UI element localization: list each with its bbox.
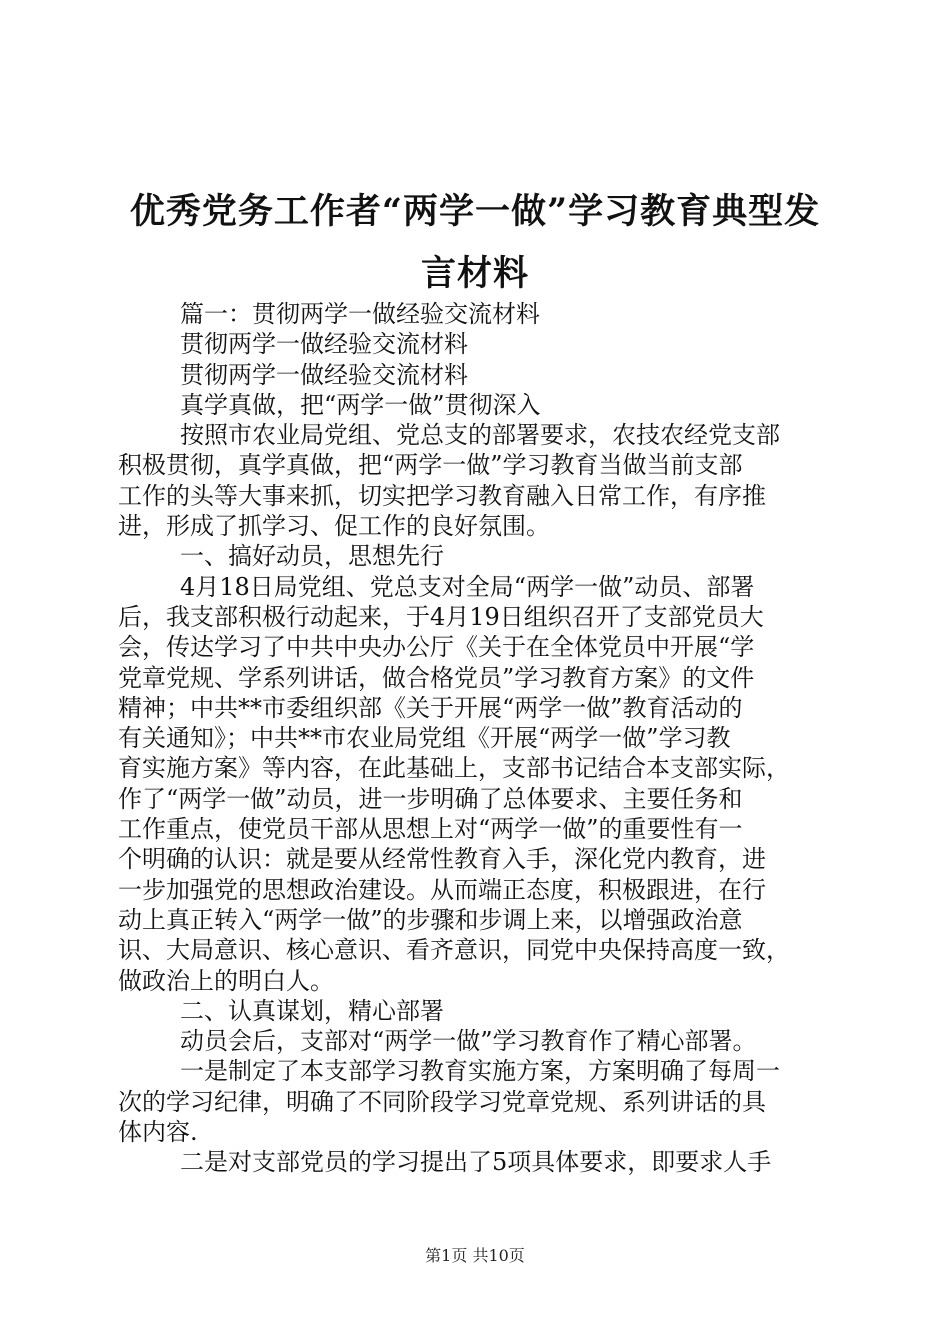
body-line: 识、大局意识、核心意识、看齐意识，同党中央保持高度一致， bbox=[118, 936, 790, 965]
document-title-line-2: 言材料 bbox=[420, 253, 529, 294]
body-line: 二是对支部党员的学习提出了5项具体要求，即要求人手 bbox=[180, 1148, 772, 1177]
body-line: 按照市农业局党组、党总支的部署要求，农技农经党支部 bbox=[180, 421, 780, 450]
body-line: 精神；中共**市委组织部《关于开展“两学一做”教育活动的 bbox=[118, 693, 743, 722]
body-line: 真学真做，把“两学一做”贯彻深入 bbox=[180, 390, 541, 419]
document-body bbox=[118, 299, 833, 1178]
body-line: 一、搞好动员，思想先行 bbox=[180, 542, 444, 571]
body-line: 动上真正转入“两学一做”的步骤和步调上来，以增强政治意 bbox=[118, 905, 743, 934]
body-line: 做政治上的明白人。 bbox=[118, 966, 334, 995]
body-line: 后，我支部积极行动起来，于4月19日组织召开了支部党员大 bbox=[118, 602, 764, 631]
body-line: 篇一：贯彻两学一做经验交流材料 bbox=[180, 300, 540, 328]
body-line: 次的学习纪律，明确了不同阶段学习党章党规、系列讲话的具 bbox=[118, 1087, 766, 1116]
body-line: 育实施方案》等内容，在此基础上，支部书记结合本支部实际， bbox=[118, 754, 790, 783]
body-line: 进，形成了抓学习、促工作的良好氛围。 bbox=[118, 512, 550, 541]
body-line: 有关通知》；中共**市农业局党组《开展“两学一做”学习教 bbox=[118, 724, 731, 753]
body-line: 党章党规、学系列讲话，做合格党员”学习教育方案》的文件 bbox=[118, 663, 755, 692]
body-line: 贯彻两学一做经验交流材料 bbox=[180, 360, 468, 389]
body-line: 会，传达学习了中共中央办公厅《关于在全体党员中开展“学 bbox=[118, 633, 755, 662]
body-line: 工作重点，使党员干部从思想上对“两学一做”的重要性有一 bbox=[118, 815, 743, 844]
body-line: 作了“两学一做”动员，进一步明确了总体要求、主要任务和 bbox=[118, 784, 743, 813]
body-line: 动员会后，支部对“两学一做”学习教育作了精心部署。 bbox=[180, 1027, 757, 1056]
body-line: 个明确的认识：就是要从经常性教育入手，深化党内教育，进 bbox=[118, 845, 766, 874]
document-title-line-1: 优秀党务工作者“两学一做”学习教育典型发 bbox=[129, 191, 821, 232]
body-line: 积极贯彻，真学真做，把“两学一做”学习教育当做当前支部 bbox=[118, 451, 743, 480]
body-line: 一步加强党的思想政治建设。从而端正态度，积极跟进，在行 bbox=[118, 875, 766, 904]
body-line: 一是制定了本支部学习教育实施方案，方案明确了每周一 bbox=[180, 1057, 780, 1086]
page-footer: 第1页 共10页 bbox=[425, 1246, 525, 1265]
body-line: 二、认真谋划，精心部署 bbox=[180, 996, 444, 1025]
body-line: 贯彻两学一做经验交流材料 bbox=[180, 330, 468, 359]
body-line: 4月18日局党组、党总支对全局“两学一做”动员、部署 bbox=[180, 572, 755, 601]
body-line: 体内容. bbox=[118, 1118, 198, 1147]
body-line: 工作的头等大事来抓，切实把学习教育融入日常工作，有序推 bbox=[118, 481, 766, 510]
